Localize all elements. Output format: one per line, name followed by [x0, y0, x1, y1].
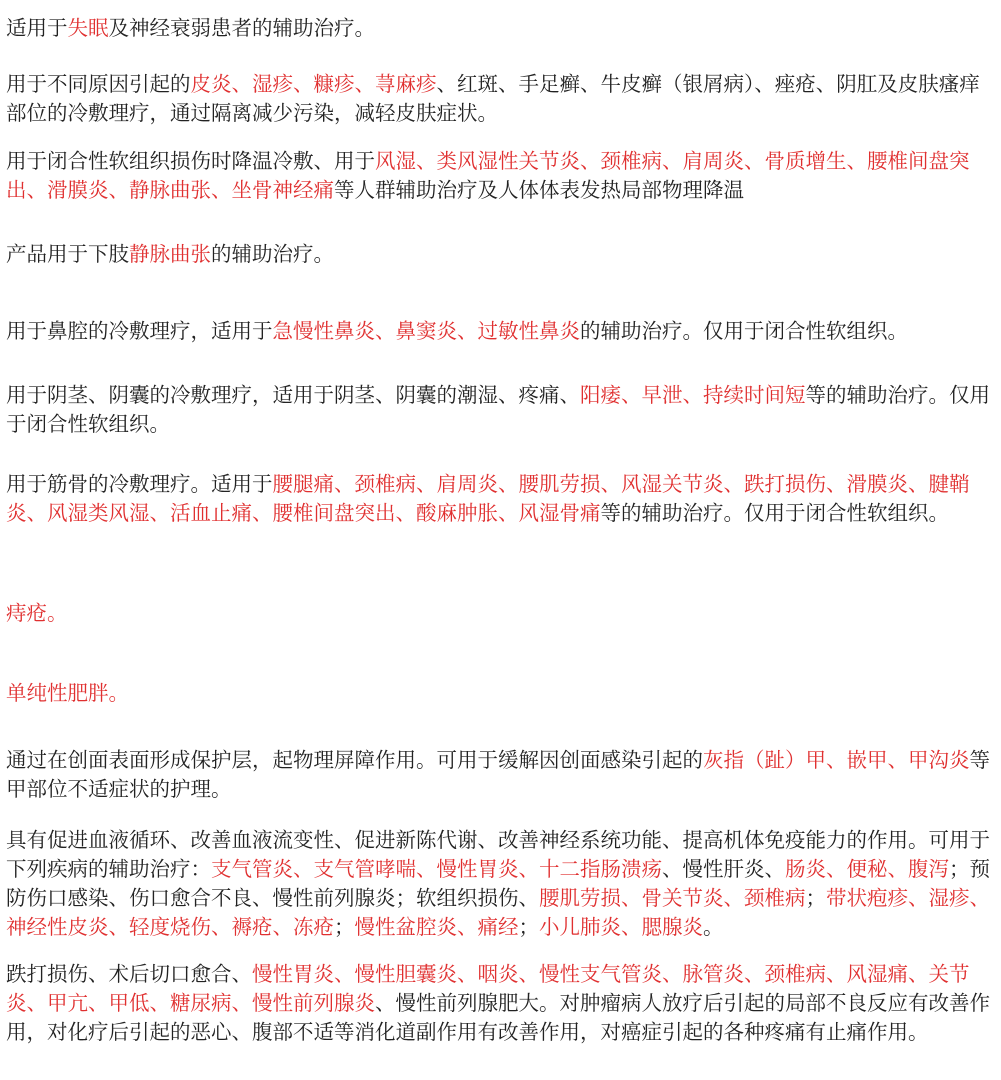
- body-text: 、红斑、手足癣、牛皮癣（银屑病）、痤疮、阴肛及皮肤瘙痒部位的冷敷理疗，通过隔离减少污染，减轻皮肤症状。: [6, 72, 980, 125]
- paragraph-nail: [6, 746, 996, 804]
- body-text: 等的辅助治疗。仅用于闭合性软组织。: [600, 501, 949, 525]
- body-text: 用于鼻腔的冷敷理疗，适用于: [6, 319, 273, 343]
- highlighted-text: 支气管炎、支气管哮喘、慢性胃炎、十二指肠溃疡: [211, 857, 662, 881]
- body-text: 等的辅助治疗。仅用于闭合性软组织。: [6, 383, 990, 436]
- body-text: 及神经衰弱患者的辅助治疗。: [108, 16, 375, 40]
- highlighted-text: 腰腿痛、颈椎病、肩周炎、腰肌劳损、风湿关节炎、跌打损伤、滑膜炎、腱鞘炎、风湿类风湿、活血止痛、腰椎间盘突出、酸麻肿胀、风湿骨痛: [6, 472, 970, 525]
- highlighted-text: 小儿肺炎、腮腺炎: [539, 915, 703, 939]
- paragraph-insomnia: [6, 14, 996, 43]
- body-text: 。: [703, 915, 724, 939]
- paragraph-genital: [6, 381, 996, 439]
- highlighted-text: 皮炎、湿疹、糠疹、荨麻疹: [190, 72, 437, 96]
- highlighted-text: 急慢性鼻炎、鼻窦炎、过敏性鼻炎: [272, 319, 580, 343]
- highlighted-text: 风湿、类风湿性关节炎、颈椎病、肩周炎、骨质增生、腰椎间盘突出、滑膜炎、静脉曲张、坐骨神经痛: [6, 149, 970, 202]
- body-text: 具有促进血液循环、改善血液流变性、促进新陈代谢、改善神经系统功能、提高机体免疫能力的作用。可用于下列疾病的辅助治疗：: [6, 828, 990, 881]
- highlighted-text: 失眠: [67, 16, 109, 40]
- paragraph-varicose: [6, 240, 996, 269]
- paragraph-circulation: [6, 826, 996, 942]
- paragraph-soft-tissue: [6, 147, 996, 205]
- body-text: ；: [334, 915, 355, 939]
- highlighted-text: 慢性胃炎、慢性胆囊炎、咽炎、慢性支气管炎、脉管炎、颈椎病、风湿痛、关节炎、甲亢、甲低、糖尿病、慢性前列腺炎: [6, 962, 970, 1015]
- body-text: ；: [518, 915, 539, 939]
- highlighted-text: 灰指（趾）甲、嵌甲、甲沟炎: [703, 748, 970, 772]
- paragraph-skin: [6, 70, 996, 128]
- body-text: 产品用于下肢: [6, 242, 129, 266]
- body-text: 、慢性前列腺肥大。对肿瘤病人放疗后引起的局部不良反应有改善作用，对化疗后引起的恶心、腹部不适等消化道副作用有改善作用，对癌症引起的各种疼痛有止痛作用。: [6, 991, 990, 1044]
- body-text: 等人群辅助治疗及人体体表发热局部物理降温: [334, 178, 744, 202]
- highlighted-text: 痔疮。: [6, 601, 68, 625]
- body-text: 适用于: [6, 16, 68, 40]
- body-text: 用于不同原因引起的: [6, 72, 191, 96]
- highlighted-text: 单纯性肥胖。: [6, 681, 129, 705]
- highlighted-text: 阳痿、早泄、持续时间短: [580, 383, 806, 407]
- body-text: ；: [805, 886, 826, 910]
- highlighted-text: 腰肌劳损、骨关节炎、颈椎病: [539, 886, 806, 910]
- body-text: 用于阴茎、阴囊的冷敷理疗，适用于阴茎、阴囊的潮湿、疼痛、: [6, 383, 580, 407]
- paragraph-hemorrhoids: [6, 599, 996, 628]
- highlighted-text: 静脉曲张: [129, 242, 211, 266]
- paragraph-obesity: [6, 679, 996, 708]
- highlighted-text: 肠炎、便秘、腹泻: [785, 857, 949, 881]
- highlighted-text: 慢性盆腔炎、痛经: [354, 915, 519, 939]
- body-text: 通过在创面表面形成保护层，起物理屏障作用。可用于缓解因创面感染引起的: [6, 748, 703, 772]
- body-text: 、慢性肝炎、: [662, 857, 785, 881]
- paragraph-bones: [6, 470, 996, 528]
- body-text: 等甲部位不适症状的护理。: [6, 748, 990, 801]
- body-text: ；预防伤口感染、伤口愈合不良、慢性前列腺炎；软组织损伤、: [6, 857, 990, 910]
- body-text: 用于筋骨的冷敷理疗。适用于: [6, 472, 273, 496]
- paragraph-nasal: [6, 317, 996, 346]
- body-text: 的辅助治疗。: [211, 242, 334, 266]
- highlighted-text: 带状疱疹、湿疹、神经性皮炎、轻度烧伤、褥疮、冻疮: [6, 886, 990, 939]
- paragraph-injury: [6, 960, 996, 1047]
- body-text: 用于闭合性软组织损伤时降温冷敷、用于: [6, 149, 375, 173]
- body-text: 跌打损伤、术后切口愈合、: [6, 962, 252, 986]
- body-text: 的辅助治疗。仅用于闭合性软组织。: [580, 319, 908, 343]
